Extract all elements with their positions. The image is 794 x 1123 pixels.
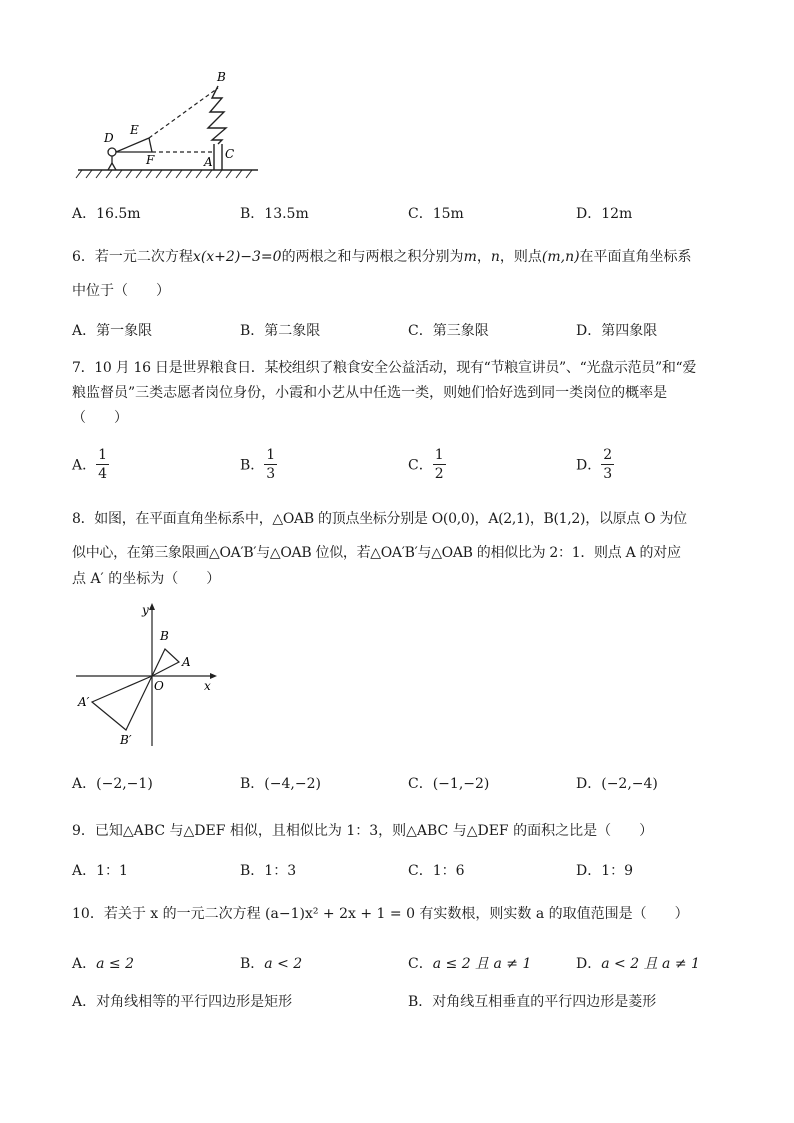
q5-option-b[interactable] (240, 203, 309, 223)
option-letter: A． (72, 323, 97, 339)
option-letter: D． (576, 863, 602, 879)
option-letter: A． (72, 206, 97, 222)
option-letter: C． (408, 457, 433, 474)
option-letter: C． (408, 863, 433, 879)
numerator: 2 (603, 447, 613, 463)
option-letter: B． (240, 206, 265, 222)
q6-text: 6．若一元二次方程 (72, 249, 193, 265)
option-text: (−2,−4) (601, 776, 658, 792)
fraction (96, 446, 109, 483)
q7-option-b[interactable] (240, 446, 277, 483)
q6-option-c[interactable] (408, 320, 489, 340)
q9-option-a[interactable] (72, 860, 128, 880)
q5-option-a[interactable] (72, 203, 141, 223)
q9-stem: 9．已知△ABC 与△DEF 相似，且相似比为 1：3，则△ABC 与△DEF 的面积之比是（ ） (72, 823, 654, 839)
q7-stem-line3: （ ） (72, 410, 128, 426)
q8-option-b[interactable] (240, 773, 321, 793)
label-f: F (146, 153, 155, 167)
option-text: a < 2 且 a ≠ 1 (601, 956, 700, 972)
q10-option-d[interactable] (576, 953, 700, 973)
label-o: O (154, 679, 164, 693)
denominator: 3 (603, 466, 613, 482)
label-x: x (204, 679, 211, 693)
option-letter: D． (576, 956, 602, 972)
q6-option-d[interactable] (576, 320, 657, 340)
option-text: 1：3 (264, 863, 297, 879)
option-text: 第二象限 (264, 323, 321, 339)
q10-stem: 10．若关于 x 的一元二次方程 (a−1)x² + 2x + 1 = 0 有实数根，则实数 a 的取值范围是（ ） (72, 906, 689, 922)
option-letter: A． (72, 863, 97, 879)
option-letter: B． (240, 863, 265, 879)
label-d: D (104, 131, 114, 145)
q9-option-b[interactable] (240, 860, 296, 880)
option-text: 13.5m (264, 206, 309, 222)
q6-option-a[interactable] (72, 320, 152, 340)
option-text: a < 2 (264, 956, 303, 972)
point-mn: (m,n) (541, 249, 580, 265)
option-text: 第四象限 (601, 323, 658, 339)
q7-stem-line2: 粮监督员”三类志愿者岗位身份，小霞和小艺从中任选一类，则她们恰好选到同一类岗位的概率是 (72, 385, 668, 401)
q7-option-d[interactable] (576, 446, 614, 483)
q9-option-d[interactable] (576, 860, 633, 880)
denominator: 2 (434, 466, 444, 482)
option-letter: A． (72, 994, 97, 1010)
option-text: 15m (432, 206, 464, 222)
option-text: 12m (601, 206, 633, 222)
option-letter: B． (240, 323, 265, 339)
q6-text: ，则点 (499, 249, 542, 265)
label-e: E (130, 123, 139, 137)
q8-stem-line2: 似中心，在第三象限画△OA′B′与△OAB 位似，若△OA′B′与△OAB 的相似比为 2：1．则点 A 的对应 (72, 545, 681, 561)
coordinate-figure (72, 600, 222, 750)
q6-option-b[interactable] (240, 320, 320, 340)
option-letter: C． (408, 956, 433, 972)
option-letter: B． (408, 994, 433, 1010)
option-text: 第三象限 (432, 323, 489, 339)
denominator: 4 (98, 466, 108, 482)
q6-text: 在平面直角坐标系 (579, 249, 692, 265)
option-letter: B． (240, 457, 265, 474)
numerator: 1 (98, 447, 108, 463)
q10-option-c[interactable] (408, 953, 531, 973)
option-letter: C． (408, 776, 433, 792)
q9-option-c[interactable] (408, 860, 465, 880)
q10-option-b[interactable] (240, 953, 302, 973)
label-b: B (217, 70, 226, 84)
denominator: 3 (266, 466, 276, 482)
option-letter: D． (576, 776, 602, 792)
q8-option-d[interactable] (576, 773, 658, 793)
var-n: n (490, 249, 500, 265)
q6-text: 的两根之和与两根之积分别为 (281, 249, 464, 265)
q6-sep: ， (476, 249, 491, 265)
option-letter: D． (576, 206, 602, 222)
option-letter: D． (576, 457, 602, 474)
tree-measurement-figure (72, 68, 262, 186)
label-a-prime: A′ (78, 695, 90, 709)
option-text: 对角线互相垂直的平行四边形是菱形 (432, 994, 657, 1010)
option-text: (−2,−1) (96, 776, 153, 792)
option-letter: A． (72, 457, 97, 474)
numerator: 1 (434, 447, 444, 463)
q10-option-a[interactable] (72, 953, 134, 973)
option-text: 第一象限 (96, 323, 153, 339)
q8-stem-line3: 点 A′ 的坐标为（ ） (72, 571, 221, 587)
option-text: 16.5m (96, 206, 141, 222)
option-letter: C． (408, 206, 433, 222)
option-letter: A． (72, 956, 97, 972)
option-text: a ≤ 2 (96, 956, 135, 972)
q6-stem-line2: 中位于（ ） (72, 283, 170, 299)
option-text: 对角线相等的平行四边形是矩形 (96, 994, 293, 1010)
option-letter: C． (408, 323, 433, 339)
option-letter: D． (576, 323, 602, 339)
q11-option-a[interactable] (72, 991, 292, 1011)
option-text: (−4,−2) (264, 776, 321, 792)
q6-equation: x(x+2)−3=0 (192, 249, 282, 265)
option-letter: A． (72, 776, 97, 792)
label-b: B (160, 629, 169, 643)
label-a: A (182, 655, 191, 669)
option-text: (−1,−2) (432, 776, 490, 792)
label-b-prime: B′ (120, 733, 132, 747)
fraction (433, 446, 446, 483)
q6-stem (72, 244, 732, 270)
q5-option-c[interactable] (408, 203, 464, 223)
option-letter: B． (240, 956, 265, 972)
q8-option-c[interactable] (408, 773, 489, 793)
option-text: 1：9 (601, 863, 634, 879)
label-c: C (225, 147, 235, 161)
label-a: A (204, 155, 213, 169)
option-text: 1：1 (96, 863, 128, 879)
q8-option-a[interactable] (72, 773, 153, 793)
q5-option-d[interactable] (576, 203, 632, 223)
q7-stem-line1: 7．10 月 16 日是世界粮食日．某校组织了粮食安全公益活动，现有“节粮宣讲员”、“光盘示范员”和“爱 (72, 360, 697, 376)
fraction (264, 446, 277, 483)
q7-option-c[interactable] (408, 446, 446, 483)
option-text: a ≤ 2 且 a ≠ 1 (432, 956, 532, 972)
fraction (601, 446, 614, 483)
label-y: y (142, 603, 149, 617)
var-m: m (463, 249, 477, 265)
q8-stem-line1: 8．如图，在平面直角坐标系中，△OAB 的顶点坐标分别是 O(0,0)，A(2,1)，B(1,2)，以原点 O 为位 (72, 511, 687, 527)
option-letter: B． (240, 776, 265, 792)
option-text: 1：6 (432, 863, 465, 879)
q11-option-b[interactable] (408, 991, 656, 1011)
numerator: 1 (266, 447, 276, 463)
q7-option-a[interactable] (72, 446, 109, 483)
